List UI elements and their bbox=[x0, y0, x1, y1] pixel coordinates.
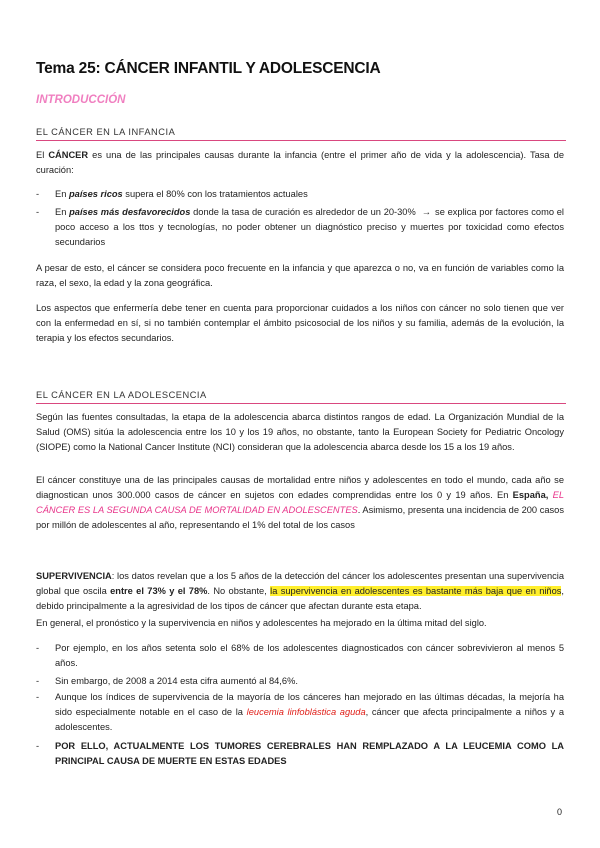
arrow-right-icon: → bbox=[421, 207, 432, 217]
paragraph-pronostico: En general, el pronóstico y la supervivencia en niños y adolescentes ha mejorado en la última mitad del siglo. bbox=[36, 618, 487, 628]
bullet-dash: - bbox=[36, 692, 40, 702]
page-title: Tema 25: CÁNCER INFANTIL Y ADOLESCENCIA bbox=[36, 60, 381, 77]
paragraph-cancer-definition: El CÁNCER es una de las principales causas durante la infancia (entre el primer año de vida y la adolescencia). Tasa de curación: bbox=[36, 150, 564, 175]
intro-heading: INTRODUCCIÓN bbox=[36, 94, 126, 106]
paragraph-enfermeria: Los aspectos que enfermería debe tener en cuenta para proporcionar cuidados a los niños con cáncer no solo tienen que ver con la enfermedad en sí, si no también contemplar el ámbito psicosocial de los niños y su familia, además de la evolución, la terapia y los efectos secundarios. bbox=[36, 303, 564, 343]
bullet-dash: - bbox=[36, 207, 40, 217]
bullet-dash: - bbox=[36, 676, 40, 686]
list-item-2008-2014: - Sin embargo, de 2008 a 2014 esta cifra aumentó al 84,6%. bbox=[36, 674, 564, 689]
paragraph-frecuencia: A pesar de esto, el cáncer se considera poco frecuente en la infancia y que aparezca o no, va en función de variables como la raza, el sexo, la edad y la zona geográfica. bbox=[36, 263, 564, 288]
list-item-paises-desfavorecidos: - En países más desfavorecidos donde la tasa de curación es alrededor de un 20-30% → se explica por factores como el poco acceso a los ttos y tecnologías, no poder obtener un diagnóstico preciso y muertes por toxicidad como efectos secundarios bbox=[36, 207, 564, 247]
page-number: 0 bbox=[557, 807, 563, 817]
list-item-tumores-cerebrales: - POR ELLO, ACTUALMENTE LOS TUMORES CEREBRALES HAN REMPLAZADO A LA LEUCEMIA COMO LA PRINCIPAL CAUSA DE MUERTE EN ESTAS EDADES bbox=[36, 741, 564, 766]
paragraph-rangos-edad: Según las fuentes consultadas, la etapa de la adolescencia abarca distintos rangos de edad. La Organización Mundial de la Salud (OMS) sitúa la adolescencia entre los 10 y los 19 años, no obstante, tanto la European Society for Pediatric Oncology (SIOPE) como la National Cancer Institute (NCI) consideran que la adolescencia abarca desde los 15 a los 19 años. bbox=[36, 412, 564, 452]
section-heading-adolescencia: EL CÁNCER EN LA ADOLESCENCIA bbox=[36, 390, 566, 404]
list-item-anos-setenta: - Por ejemplo, en los años setenta solo el 68% de los adolescentes diagnosticados con cáncer sobrevivieron al menos 5 años. bbox=[36, 643, 564, 668]
section-heading-infancia: EL CÁNCER EN LA INFANCIA bbox=[36, 127, 566, 141]
bullet-dash: - bbox=[36, 189, 40, 199]
list-item-leucemia: - Aunque los índices de supervivencia de la mayoría de los cánceres han mejorado en las últimas décadas, la mejoría ha sido especialmente notable en el caso de la leucemia linfoblástica aguda, cáncer que afecta principalmente a niños y a adolescentes. bbox=[36, 692, 564, 732]
paragraph-mortalidad: El cáncer constituye una de las principales causas de mortalidad entre niños y adolescentes en todo el mundo, cada año se diagnostican unos 300.000 casos de cáncer en sujetos con edades comprendidas entre los 0 y 19 años. En España, EL CÁNCER ES LA SEGUNDA CAUSA DE MORTALIDAD EN ADOLESCENTES. Asimismo, presenta una incidencia de 200 casos por millón de adolescentes al año, representando el 1% del total de los casos bbox=[36, 475, 564, 530]
paragraph-supervivencia: SUPERVIVENCIA: los datos revelan que a los 5 años de la detección del cáncer los adolescentes presentan una supervivencia global que oscila entre el 73% y el 78%. No obstante, la supervivencia en adolescentes es bastante más baja que en niños, debido principalmente a la agresividad de los tipos de cáncer que afectan durante esta etapa. bbox=[36, 571, 565, 611]
bullet-dash: - bbox=[36, 741, 40, 751]
bullet-dash: - bbox=[36, 643, 40, 653]
list-item-paises-ricos: - En países ricos supera el 80% con los tratamientos actuales bbox=[36, 187, 564, 202]
highlighted-text: la supervivencia en adolescentes es bastante más baja que en niños bbox=[270, 586, 562, 596]
